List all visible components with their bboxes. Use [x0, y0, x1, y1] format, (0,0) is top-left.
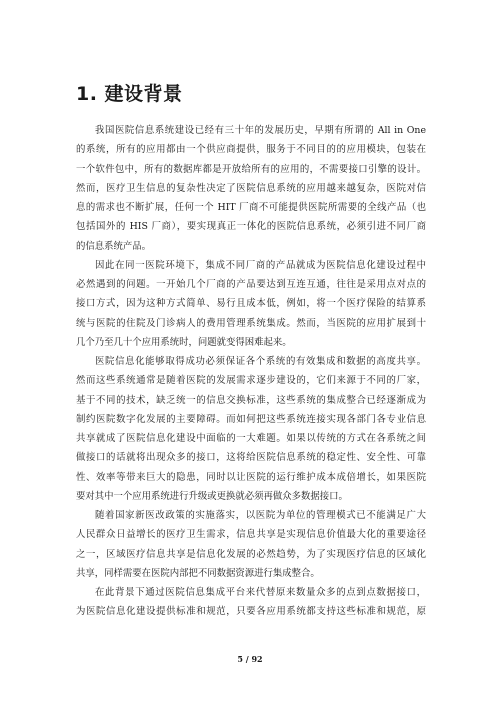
paragraph-line: 人民群众日益增长的医疗卫生需求，信息共享是实现信息价值最大化的重要途径	[76, 529, 426, 541]
paragraph-line: 然而，医疗卫生信息的复杂性决定了医院信息系统的应用越来越复杂，医院对信	[76, 182, 426, 194]
paragraph-line: 要对其中一个应用系统进行升级或更换就必须再做众多数据接口。	[76, 490, 348, 502]
paragraph-line: 一个软件包中，所有的数据库都是开放给所有的应用的，不需要接口引擎的设计。	[76, 163, 426, 175]
paragraph-line: 几个乃至几十个应用系统时，问题就变得困难起来。	[76, 336, 292, 348]
section-heading: 1. 建设背景	[76, 83, 183, 105]
paragraph-line: 息的需求也不断扩展，任何一个 HIT 厂商不可能提供医院所需要的全线产品（也	[76, 202, 426, 213]
paragraph-line: 在此背景下通过医院信息集成平台来代替原来数量众多的点到点数据接口，	[95, 587, 426, 598]
paragraph	[76, 583, 426, 622]
paragraph-line: 的系统，所有的应用都由一个供应商提供，服务于不同目的的应用模块，包装在	[76, 144, 426, 156]
paragraph-line: 接口方式，因为这种方式简单、易行且成本低，例如，将一个医疗保险的结算系	[76, 298, 426, 310]
paragraph-line: 统与医院的住院及门诊病人的费用管理系统集成。然而，当医院的应用扩展到十	[76, 317, 426, 329]
body-text	[76, 121, 426, 622]
paragraph-line: 我国医院信息系统建设已经有三十年的发展历史，早期有所谓的 All in One	[95, 125, 426, 136]
paragraph-line: 性、效率等带来巨大的隐患，同时以让医院的运行维护成本成倍增长，如果医院	[76, 471, 426, 483]
paragraph-line: 包括国外的 HIS 厂商），要实现真正一体化的医院信息系统，必须引进不同厂商	[76, 221, 426, 233]
paragraph-line: 的信息系统产品。	[76, 240, 152, 252]
paragraph-line: 必然遇到的问题。一开始几个厂商的产品要达到互连互通，往往是采用点对点的	[76, 279, 426, 290]
paragraph-line: 基于不同的技术，缺乏统一的信息交换标准，这些系统的集成整合已经逐渐成为	[76, 394, 426, 406]
paragraph-line: 之一，区域医疗信息共享是信息化发展的必然趋势，为了实现医疗信息的区域化	[76, 548, 426, 560]
paragraph-line: 然而这些系统通常是随着医院的发展需求逐步建设的，它们来源于不同的厂家，	[76, 375, 426, 387]
paragraph-line: 做接口的话就将出现众多的接口，这将给医院信息系统的稳定性、安全性、可靠	[76, 452, 426, 464]
paragraph	[76, 506, 426, 583]
paragraph	[76, 121, 426, 256]
paragraph-line: 随着国家新医改政策的实施落实，以医院为单位的管理模式已不能满足广大	[95, 510, 426, 521]
paragraph-line: 为医院信息化建设提供标准和规范，只要各应用系统都支持这些标准和规范，原	[76, 606, 426, 618]
paragraph-line: 因此在同一医院环境下，集成不同厂商的产品就成为医院信息化建设过程中	[95, 259, 426, 271]
paragraph-line: 医院信息化能够取得成功必须保证各个系统的有效集成和数据的高度共享。	[95, 356, 426, 367]
paragraph-line: 制约医院数字化发展的主要障碍。而如何把这些系统连接实现各部门各专业信息	[76, 413, 426, 425]
paragraph	[76, 352, 426, 506]
page-number: 5 / 92	[237, 654, 263, 664]
paragraph	[76, 256, 426, 352]
paragraph-line: 共享，同样需要在医院内部把不同数据资源进行集成整合。	[76, 567, 320, 579]
paragraph-line: 共享就成了医院信息化建设中面临的一大难题。如果以传统的方式在各系统之间	[76, 433, 426, 444]
